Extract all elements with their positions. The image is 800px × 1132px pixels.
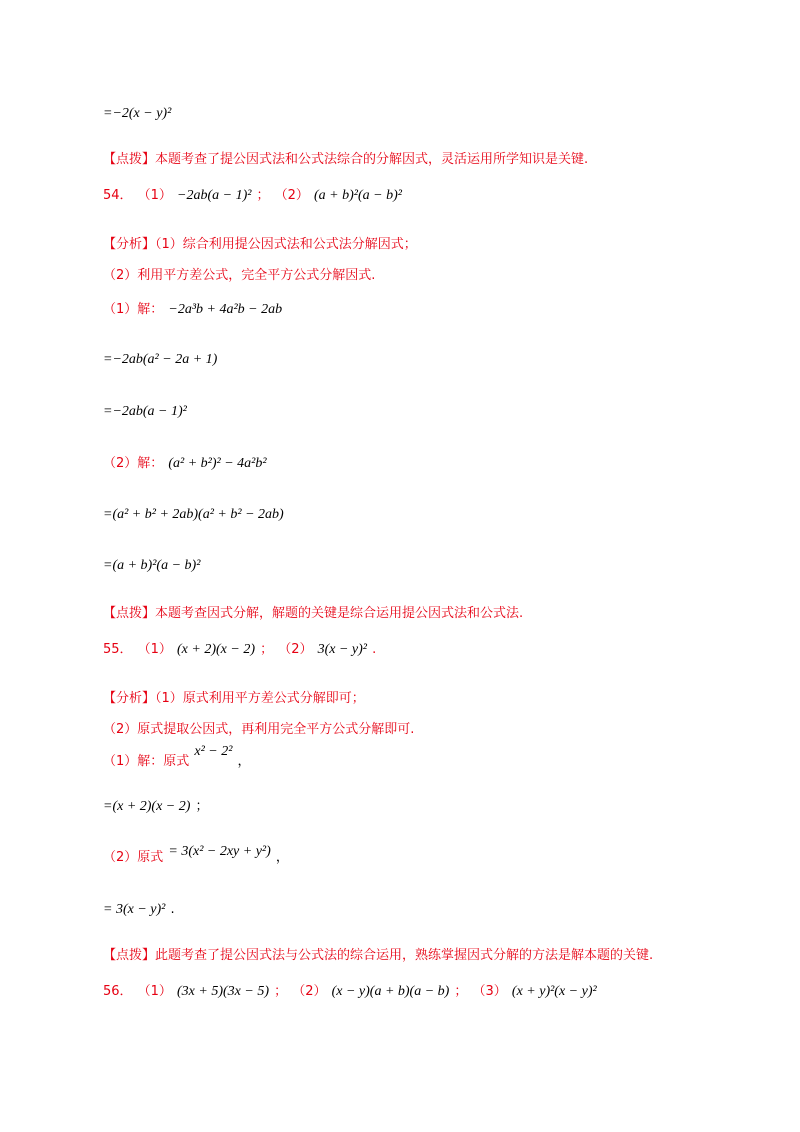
solution-expr: = 3(x² − 2xy + y²) (168, 844, 271, 859)
solution-expr: x² − 2² (194, 744, 233, 759)
separator: ； (454, 984, 468, 999)
separator: ； (260, 642, 274, 657)
solution-step (103, 795, 209, 815)
part-label: （1） (137, 984, 172, 999)
answer-expr: −2ab(a − 1)² (177, 188, 252, 203)
solution-label: （2）原式 (103, 850, 164, 865)
separator: ； (256, 188, 270, 203)
solution-label: （1）解： (103, 302, 164, 317)
question-number: 55． (103, 642, 133, 657)
solution-step: =−2ab(a² − 2a + 1) (103, 352, 218, 367)
answer-expr: 3(x − y)² (317, 642, 367, 657)
solution-55-2 (103, 846, 289, 866)
part-label: （2） (292, 984, 327, 999)
solution-expr: −2a³b + 4a²b − 2ab (168, 302, 283, 317)
solution-step (103, 898, 175, 918)
solution-step: =(a² + b² + 2ab)(a² + b² − 2ab) (103, 507, 284, 522)
solution-expr: =(x + 2)(x − 2) (103, 799, 191, 814)
question-number: 56． (103, 984, 133, 999)
solution-expr: (a² + b²)² − 4a²b² (168, 456, 267, 471)
analysis-55-part2: （2）原式提取公因式，再利用完全平方公式分解即可. (103, 722, 415, 737)
period: . (170, 902, 175, 917)
solution-expr: = 3(x − y)² (103, 902, 166, 917)
solution-label: （1）解：原式 (103, 754, 190, 769)
hint-note-54: 【点拨】本题考查因式分解，解题的关键是综合运用提公因式法和公式法. (103, 606, 524, 621)
solution-label: （2）解： (103, 456, 164, 471)
answer-expr: (3x + 5)(3x − 5) (177, 984, 269, 999)
answer-expr: (x − y)(a + b)(a − b) (331, 984, 450, 999)
comma: ， (275, 850, 289, 865)
analysis-55: 【分析】（1）原式利用平方差公式分解即可； (103, 691, 365, 706)
solution-step: =(a + b)²(a − b)² (103, 558, 201, 573)
solution-54-1 (103, 298, 282, 318)
part-label: （2） (274, 188, 309, 203)
part-label: （1） (137, 642, 172, 657)
answer-expr: (x + 2)(x − 2) (177, 642, 255, 657)
comma: ， (237, 754, 251, 769)
question-55 (103, 638, 376, 658)
analysis-54: 【分析】（1）综合利用提公因式法和公式法分解因式； (103, 237, 417, 252)
semicolon: ； (195, 799, 209, 814)
answer-expr: (x + y)²(x − y)² (511, 984, 597, 999)
answer-expr: (a + b)²(a − b)² (314, 188, 402, 203)
question-54 (103, 184, 402, 204)
equation-line: =−2(x − y)² (103, 106, 172, 121)
separator: ； (274, 984, 288, 999)
part-label: （1） (137, 188, 172, 203)
solution-step: =−2ab(a − 1)² (103, 404, 187, 419)
hint-note-55: 【点拨】此题考查了提公因式法与公式法的综合运用，熟练掌握因式分解的方法是解本题的关键. (103, 948, 654, 963)
part-label: （3） (472, 984, 507, 999)
part-label: （2） (278, 642, 313, 657)
question-56 (103, 980, 597, 1000)
solution-55-1 (103, 744, 251, 770)
question-number: 54． (103, 188, 133, 203)
hint-note-53: 【点拨】本题考查了提公因式法和公式法综合的分解因式，灵活运用所学知识是关键. (103, 152, 589, 167)
solution-54-2 (103, 452, 267, 472)
period: . (372, 642, 377, 657)
analysis-54-part2: （2）利用平方差公式，完全平方公式分解因式. (103, 268, 376, 283)
